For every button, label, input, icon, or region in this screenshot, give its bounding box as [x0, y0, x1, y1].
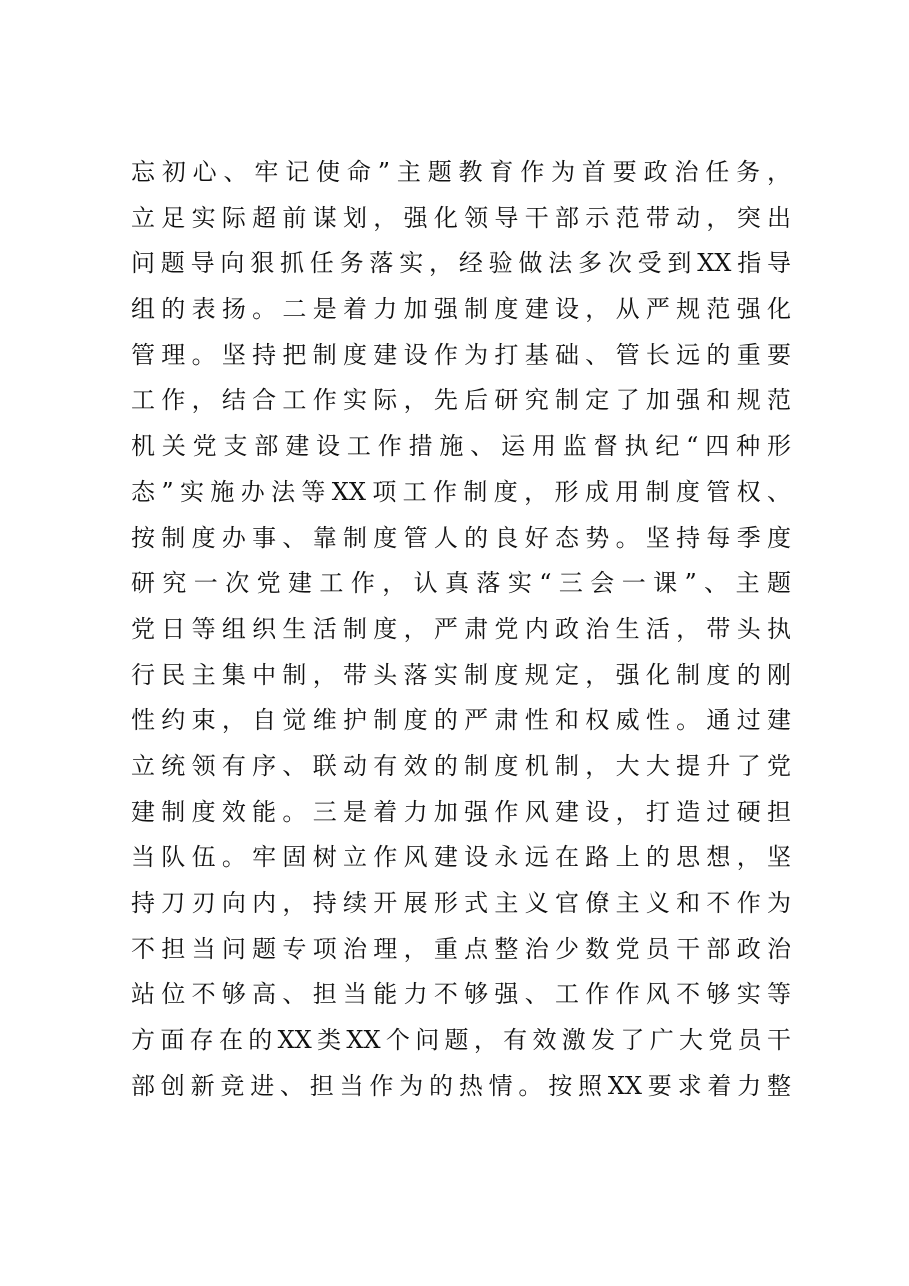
text-line: 站位不够高、担当能力不够强、工作作风不够实等	[131, 980, 791, 1009]
text-line: 研究一次党建工作，认真落实“三会一课”、主题	[131, 569, 791, 598]
text-line: 行民主集中制，带头落实制度规定，强化制度的刚	[131, 660, 791, 689]
text-line: 当队伍。牢固树立作风建设永远在路上的思想，坚	[131, 843, 791, 872]
text-line: 部创新竞进、担当作为的热情。按照XX要求着力整	[131, 1071, 791, 1100]
body-text	[131, 150, 791, 1109]
text-line: 工作，结合工作实际，先后研究制定了加强和规范	[131, 386, 791, 415]
text-line: 持刀刃向内，持续开展形式主义官僚主义和不作为	[131, 889, 791, 917]
text-line: 性约束，自觉维护制度的严肃性和权威性。通过建	[131, 706, 791, 735]
text-line: 党日等组织生活制度，严肃党内政治生活，带头执	[131, 614, 791, 643]
text-line: 不担当问题专项治理，重点整治少数党员干部政治	[131, 934, 791, 963]
text-line: 方面存在的XX类XX个问题，有效激发了广大党员干	[131, 1026, 791, 1055]
text-line: 建制度效能。三是着力加强作风建设，打造过硬担	[131, 797, 791, 826]
text-line: 管理。坚持把制度建设作为打基础、管长远的重要	[131, 340, 791, 369]
text-line: 组的表扬。二是着力加强制度建设，从严规范强化	[131, 295, 791, 324]
text-line: 态”实施办法等XX项工作制度，形成用制度管权、	[131, 477, 791, 506]
text-line: 机关党支部建设工作措施、运用监督执纪“四种形	[131, 432, 791, 461]
text-line: 忘初心、牢记使命”主题教育作为首要政治任务，	[131, 158, 791, 186]
text-line: 问题导向狠抓任务落实，经验做法多次受到XX指导	[131, 249, 791, 278]
text-line: 立统领有序、联动有效的制度机制，大大提升了党	[131, 751, 791, 780]
text-line: 立足实际超前谋划，强化领导干部示范带动，突出	[131, 203, 791, 232]
text-line: 按制度办事、靠制度管人的良好态势。坚持每季度	[131, 523, 791, 552]
